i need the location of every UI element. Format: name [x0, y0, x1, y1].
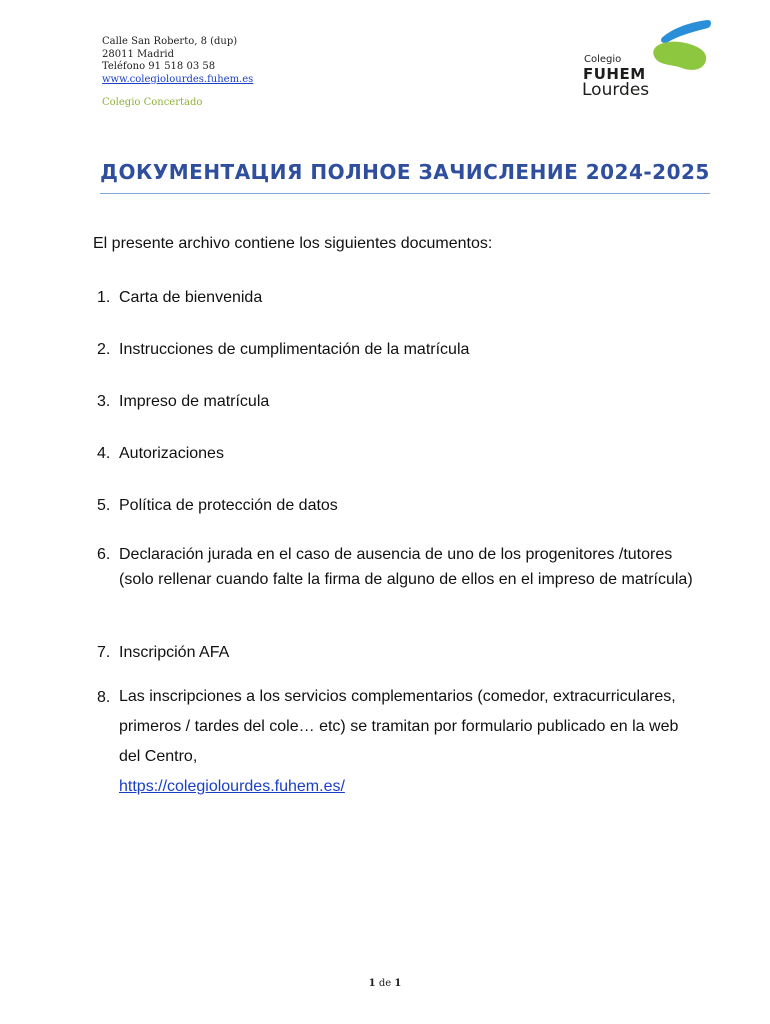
list-item-text: Impreso de matrícula	[119, 393, 270, 410]
list-item-text	[119, 682, 693, 802]
address-city: 28011 Madrid	[102, 48, 174, 60]
page-of: de	[378, 978, 392, 989]
intro-text: El presente archivo contiene los siguientes documentos:	[93, 235, 493, 252]
list-item-text: Autorizaciones	[119, 445, 224, 462]
list-item-text: Instrucciones de cumplimentación de la matrícula	[119, 341, 470, 358]
page-total: 1	[394, 978, 402, 989]
school-type: Colegio Concertado	[102, 97, 203, 109]
list-item	[93, 682, 693, 802]
list-item-text: Declaración jurada en el caso de ausencia de uno de los progenitores /tutores (solo rellenar cuando falte la firma de alguno de ellos en el impreso de matrícula)	[119, 546, 693, 588]
list-item-text: Inscripción AFA	[119, 644, 230, 661]
school-logo	[580, 18, 720, 102]
page-number: 1	[368, 978, 376, 989]
list-item-number: 7.	[97, 644, 111, 661]
logo-school-name: Lourdes	[582, 80, 650, 100]
logo-blue-swoosh	[661, 20, 711, 43]
school-website-link[interactable]: https://colegiolourdes.fuhem.es/	[119, 778, 345, 795]
list-item	[93, 542, 693, 592]
list-item-number: 1.	[97, 289, 111, 306]
list-item-number: 8.	[97, 689, 111, 706]
list-item	[93, 337, 693, 362]
list-item	[93, 441, 693, 466]
list-item-text: Carta de bienvenida	[119, 289, 263, 306]
website-link[interactable]: www.colegiolourdes.fuhem.es	[102, 73, 254, 85]
list-item-number: 2.	[97, 341, 111, 358]
list-item	[93, 493, 693, 518]
header-address	[102, 36, 253, 110]
phone-number: Teléfono 91 518 03 58	[102, 61, 216, 73]
logo-green-blob	[653, 42, 706, 70]
list-item	[93, 285, 693, 310]
list-item-number: 4.	[97, 445, 111, 462]
address-street: Calle San Roberto, 8 (dup)	[102, 36, 238, 47]
list-item-number: 3.	[97, 393, 111, 410]
list-item-number: 6.	[97, 546, 111, 563]
list-item-text-body: Las inscripciones a los servicios complementarios (comedor, extracurriculares, primeros / tardes del cole… etc) se tramitan por formulario publicado en la web del Centro,	[119, 688, 679, 765]
list-item-text: Política de protección de datos	[119, 497, 338, 514]
list-item	[93, 640, 693, 665]
document-title	[100, 160, 710, 194]
logo-brand: FUHEM	[583, 65, 646, 83]
logo-mark-icon	[646, 18, 716, 74]
document-title-text: ДОКУМЕНТАЦИЯ ПОЛНОЕ ЗАЧИСЛЕНИЕ 2024-2025	[100, 160, 710, 184]
page-footer	[0, 978, 770, 989]
logo-small-text: Colegio	[584, 54, 622, 65]
list-item-number: 5.	[97, 497, 111, 514]
list-item	[93, 389, 693, 414]
